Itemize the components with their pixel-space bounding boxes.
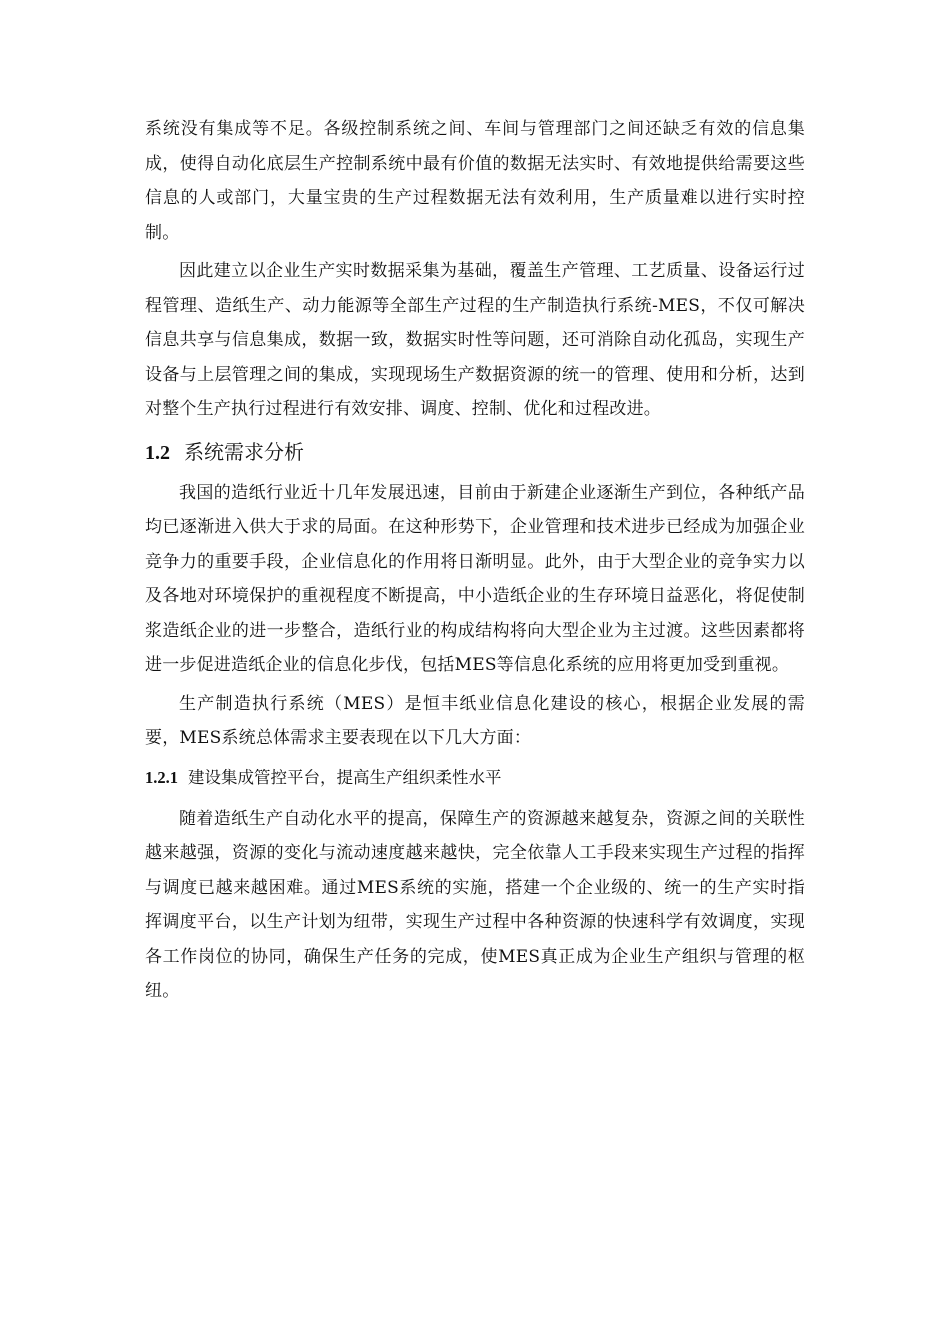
document-page [145,112,805,1009]
paragraph-mes-core: 生产制造执行系统（MES）是恒丰纸业信息化建设的核心，根据企业发展的需要，MES系统总体需求主要表现在以下几大方面： [145,693,805,748]
paragraph-integrated-platform: 随着造纸生产自动化水平的提高，保障生产的资源越来越复杂，资源之间的关联性越来越强，资源的变化与流动速度越来越快，完全依靠人工手段来实现生产过程的指挥与调度已越来越困难。通过MES系统的实施，搭建一个企业级的、统一的生产实时指挥调度平台，以生产计划为纽带，实现生产过程中各种资源的快速科学有效调度，实现各工作岗位的协同，确保生产任务的完成，使MES真正成为企业生产组织与管理的枢纽。 [145,808,805,1001]
section-number: 1.2 [145,441,170,464]
section-heading-1-2 [145,435,805,470]
subsection-heading-1-2-1 [145,762,805,794]
subsection-number: 1.2.1 [145,767,178,787]
paragraph-continued: 系统没有集成等不足。各级控制系统之间、车间与管理部门之间还缺乏有效的信息集成，使得自动化底层生产控制系统中最有价值的数据无法实时、有效地提供给需要这些信息的人或部门，大量宝贵的生产过程数据无法有效利用，生产质量难以进行实时控制。 [145,119,805,243]
subsection-title: 建设集成管控平台，提高生产组织柔性水平 [188,767,502,787]
paragraph-mes-benefits: 因此建立以企业生产实时数据采集为基础，覆盖生产管理、工艺质量、设备运行过程管理、造纸生产、动力能源等全部生产过程的生产制造执行系统-MES，不仅可解决信息共享与信息集成，数据一致，数据实时性等问题，还可消除自动化孤岛，实现生产设备与上层管理之间的集成，实现现场生产数据资源的统一的管理、使用和分析，达到对整个生产执行过程进行有效安排、调度、控制、优化和过程改进。 [145,261,805,419]
paragraph-industry-background: 我国的造纸行业近十几年发展迅速，目前由于新建企业逐渐生产到位，各种纸产品均已逐渐进入供大于求的局面。在这种形势下，企业管理和技术进步已经成为加强企业竞争力的重要手段，企业信息化的作用将日渐明显。此外，由于大型企业的竞争实力以及各地对环境保护的重视程度不断提高，中小造纸企业的生存环境日益恶化，将促使制浆造纸企业的进一步整合，造纸行业的构成结构将向大型企业为主过渡。这些因素都将进一步促进造纸企业的信息化步伐，包括MES等信息化系统的应用将更加受到重视。 [145,482,805,675]
section-title: 系统需求分析 [184,439,304,464]
